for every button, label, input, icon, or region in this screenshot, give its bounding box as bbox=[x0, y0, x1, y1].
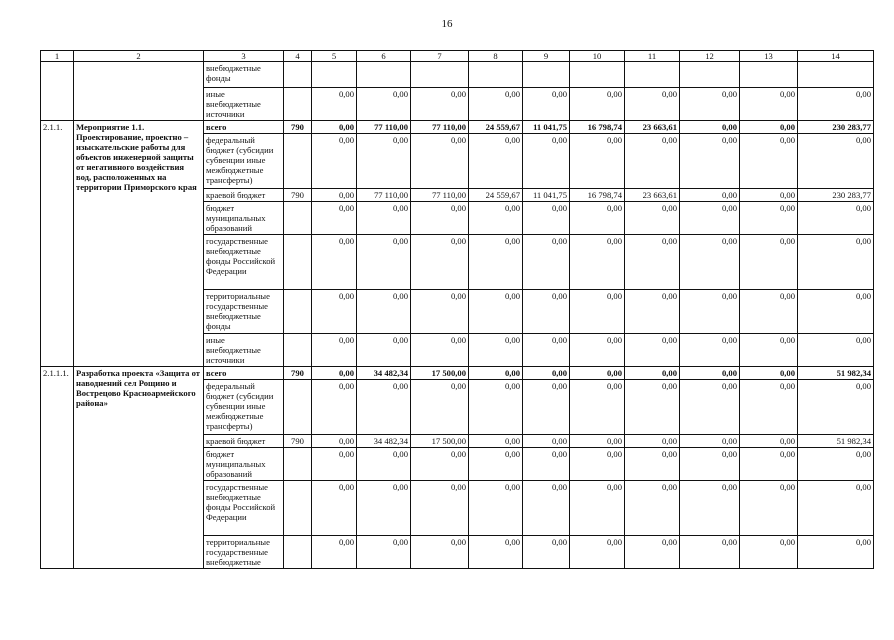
source-cell: краевой бюджет bbox=[204, 189, 284, 202]
header-row bbox=[41, 51, 874, 62]
value-cell: 0,00 bbox=[357, 448, 411, 481]
column-header: 2 bbox=[74, 51, 204, 62]
value-cell: 0,00 bbox=[357, 88, 411, 121]
value-cell: 0,00 bbox=[740, 88, 798, 121]
name-cell bbox=[74, 62, 204, 121]
value-cell: 0,00 bbox=[625, 448, 680, 481]
column-header: 3 bbox=[204, 51, 284, 62]
value-cell: 0,00 bbox=[570, 536, 625, 569]
column-header: 12 bbox=[680, 51, 740, 62]
value-cell: 0,00 bbox=[312, 481, 357, 536]
source-cell: всего bbox=[204, 367, 284, 380]
column-header: 9 bbox=[523, 51, 570, 62]
value-cell: 51 982,34 bbox=[798, 435, 874, 448]
value-cell: 0,00 bbox=[312, 202, 357, 235]
value-cell: 0,00 bbox=[469, 88, 523, 121]
source-cell: иные внебюджетные источники bbox=[204, 334, 284, 367]
value-cell bbox=[680, 62, 740, 88]
value-cell: 24 559,67 bbox=[469, 121, 523, 134]
source-cell: государственные внебюджетные фонды Российской Федерации bbox=[204, 235, 284, 290]
column-header: 10 bbox=[570, 51, 625, 62]
value-cell: 0,00 bbox=[680, 134, 740, 189]
value-cell: 0,00 bbox=[357, 536, 411, 569]
value-cell: 0,00 bbox=[469, 134, 523, 189]
value-cell: 0,00 bbox=[570, 448, 625, 481]
source-cell: бюджет муниципальных образований bbox=[204, 202, 284, 235]
value-cell: 0,00 bbox=[357, 235, 411, 290]
value-cell: 0,00 bbox=[680, 481, 740, 536]
value-cell bbox=[357, 62, 411, 88]
value-cell: 11 041,75 bbox=[523, 189, 570, 202]
source-cell: территориальные государственные внебюджетные фонды bbox=[204, 290, 284, 334]
column-header: 14 bbox=[798, 51, 874, 62]
value-cell: 0,00 bbox=[625, 367, 680, 380]
value-cell: 0,00 bbox=[680, 189, 740, 202]
value-cell: 0,00 bbox=[523, 334, 570, 367]
value-cell: 230 283,77 bbox=[798, 189, 874, 202]
value-cell: 0,00 bbox=[523, 134, 570, 189]
value-cell: 0,00 bbox=[570, 134, 625, 189]
value-cell: 0,00 bbox=[357, 202, 411, 235]
code-cell bbox=[284, 134, 312, 189]
value-cell: 0,00 bbox=[312, 334, 357, 367]
value-cell: 0,00 bbox=[411, 290, 469, 334]
value-cell: 0,00 bbox=[625, 435, 680, 448]
value-cell: 0,00 bbox=[469, 448, 523, 481]
value-cell: 77 110,00 bbox=[357, 189, 411, 202]
value-cell: 0,00 bbox=[312, 380, 357, 435]
value-cell: 11 041,75 bbox=[523, 121, 570, 134]
value-cell: 0,00 bbox=[411, 380, 469, 435]
value-cell: 0,00 bbox=[570, 380, 625, 435]
value-cell: 0,00 bbox=[570, 334, 625, 367]
value-cell: 0,00 bbox=[570, 88, 625, 121]
value-cell: 0,00 bbox=[312, 121, 357, 134]
value-cell: 0,00 bbox=[570, 481, 625, 536]
value-cell: 0,00 bbox=[680, 121, 740, 134]
value-cell: 0,00 bbox=[798, 290, 874, 334]
value-cell: 77 110,00 bbox=[411, 189, 469, 202]
value-cell: 0,00 bbox=[312, 290, 357, 334]
value-cell: 0,00 bbox=[740, 202, 798, 235]
source-cell: внебюджетные фонды bbox=[204, 62, 284, 88]
source-cell: федеральный бюджет (субсидии субвенции иные межбюджетные трансферты) bbox=[204, 380, 284, 435]
column-header: 4 bbox=[284, 51, 312, 62]
value-cell: 0,00 bbox=[625, 88, 680, 121]
value-cell: 0,00 bbox=[740, 121, 798, 134]
value-cell: 0,00 bbox=[798, 481, 874, 536]
value-cell: 0,00 bbox=[469, 536, 523, 569]
value-cell: 77 110,00 bbox=[357, 121, 411, 134]
value-cell: 17 500,00 bbox=[411, 367, 469, 380]
value-cell: 0,00 bbox=[523, 235, 570, 290]
value-cell: 0,00 bbox=[411, 448, 469, 481]
value-cell: 0,00 bbox=[740, 536, 798, 569]
value-cell: 0,00 bbox=[680, 536, 740, 569]
value-cell: 0,00 bbox=[680, 290, 740, 334]
value-cell: 0,00 bbox=[625, 290, 680, 334]
value-cell: 0,00 bbox=[740, 367, 798, 380]
value-cell: 0,00 bbox=[680, 202, 740, 235]
value-cell bbox=[740, 62, 798, 88]
column-header: 7 bbox=[411, 51, 469, 62]
item-number-cell: 2.1.1.1. bbox=[41, 367, 74, 569]
value-cell: 23 663,61 bbox=[625, 189, 680, 202]
value-cell: 0,00 bbox=[570, 290, 625, 334]
value-cell: 0,00 bbox=[523, 88, 570, 121]
value-cell: 0,00 bbox=[469, 481, 523, 536]
value-cell: 0,00 bbox=[798, 134, 874, 189]
value-cell: 0,00 bbox=[411, 202, 469, 235]
value-cell: 0,00 bbox=[798, 380, 874, 435]
value-cell: 0,00 bbox=[357, 334, 411, 367]
value-cell: 0,00 bbox=[680, 380, 740, 435]
code-cell: 790 bbox=[284, 189, 312, 202]
column-header: 11 bbox=[625, 51, 680, 62]
value-cell: 0,00 bbox=[411, 334, 469, 367]
value-cell: 0,00 bbox=[523, 380, 570, 435]
value-cell: 0,00 bbox=[523, 481, 570, 536]
value-cell: 0,00 bbox=[411, 235, 469, 290]
value-cell: 0,00 bbox=[411, 88, 469, 121]
value-cell: 0,00 bbox=[570, 367, 625, 380]
value-cell: 0,00 bbox=[469, 435, 523, 448]
value-cell: 0,00 bbox=[570, 202, 625, 235]
item-name-cell: Мероприятие 1.1. Проектирование, проектно – изыскательские работы для объектов инженерной защиты от негативного воздействия вод, расположенных на территории Приморского края bbox=[74, 121, 204, 367]
value-cell: 16 798,74 bbox=[570, 189, 625, 202]
value-cell: 0,00 bbox=[798, 536, 874, 569]
table-row bbox=[41, 367, 874, 380]
value-cell: 0,00 bbox=[312, 435, 357, 448]
value-cell: 0,00 bbox=[357, 290, 411, 334]
value-cell bbox=[570, 62, 625, 88]
value-cell: 0,00 bbox=[570, 235, 625, 290]
value-cell: 0,00 bbox=[680, 88, 740, 121]
value-cell: 0,00 bbox=[798, 448, 874, 481]
value-cell: 0,00 bbox=[411, 134, 469, 189]
value-cell: 0,00 bbox=[740, 235, 798, 290]
code-cell: 790 bbox=[284, 121, 312, 134]
value-cell bbox=[798, 62, 874, 88]
column-header: 8 bbox=[469, 51, 523, 62]
value-cell bbox=[411, 62, 469, 88]
value-cell: 0,00 bbox=[570, 435, 625, 448]
value-cell: 0,00 bbox=[740, 290, 798, 334]
budget-table bbox=[40, 50, 874, 569]
value-cell: 0,00 bbox=[680, 448, 740, 481]
code-cell: 790 bbox=[284, 367, 312, 380]
value-cell: 0,00 bbox=[312, 88, 357, 121]
value-cell: 0,00 bbox=[523, 435, 570, 448]
value-cell: 0,00 bbox=[469, 202, 523, 235]
value-cell: 0,00 bbox=[680, 435, 740, 448]
column-header: 6 bbox=[357, 51, 411, 62]
value-cell bbox=[312, 62, 357, 88]
value-cell: 0,00 bbox=[469, 290, 523, 334]
value-cell: 0,00 bbox=[312, 134, 357, 189]
value-cell: 0,00 bbox=[357, 380, 411, 435]
value-cell: 0,00 bbox=[312, 367, 357, 380]
value-cell: 0,00 bbox=[523, 290, 570, 334]
number-cell bbox=[41, 62, 74, 121]
column-header: 1 bbox=[41, 51, 74, 62]
value-cell: 0,00 bbox=[625, 380, 680, 435]
value-cell bbox=[469, 62, 523, 88]
value-cell: 0,00 bbox=[625, 536, 680, 569]
value-cell: 0,00 bbox=[469, 380, 523, 435]
value-cell: 0,00 bbox=[357, 481, 411, 536]
page-number: 16 bbox=[441, 18, 453, 30]
value-cell: 0,00 bbox=[625, 334, 680, 367]
value-cell: 0,00 bbox=[798, 202, 874, 235]
value-cell: 77 110,00 bbox=[411, 121, 469, 134]
value-cell: 34 482,34 bbox=[357, 367, 411, 380]
code-cell bbox=[284, 334, 312, 367]
value-cell: 0,00 bbox=[523, 536, 570, 569]
value-cell: 0,00 bbox=[411, 536, 469, 569]
value-cell: 16 798,74 bbox=[570, 121, 625, 134]
value-cell: 0,00 bbox=[312, 235, 357, 290]
value-cell: 0,00 bbox=[523, 448, 570, 481]
source-cell: государственные внебюджетные фонды Российской Федерации bbox=[204, 481, 284, 536]
value-cell: 0,00 bbox=[312, 536, 357, 569]
value-cell: 0,00 bbox=[469, 235, 523, 290]
value-cell: 0,00 bbox=[740, 334, 798, 367]
value-cell: 0,00 bbox=[680, 334, 740, 367]
value-cell: 0,00 bbox=[312, 448, 357, 481]
value-cell: 0,00 bbox=[469, 334, 523, 367]
column-header: 13 bbox=[740, 51, 798, 62]
source-cell: федеральный бюджет (субсидии субвенции иные межбюджетные трансферты) bbox=[204, 134, 284, 189]
value-cell: 0,00 bbox=[680, 367, 740, 380]
code-cell bbox=[284, 536, 312, 569]
value-cell: 0,00 bbox=[798, 88, 874, 121]
source-cell: иные внебюджетные источники bbox=[204, 88, 284, 121]
source-cell: всего bbox=[204, 121, 284, 134]
table-row bbox=[41, 62, 874, 88]
code-cell bbox=[284, 290, 312, 334]
value-cell: 0,00 bbox=[740, 435, 798, 448]
value-cell: 0,00 bbox=[798, 334, 874, 367]
value-cell: 0,00 bbox=[357, 134, 411, 189]
code-cell bbox=[284, 88, 312, 121]
code-cell bbox=[284, 481, 312, 536]
code-cell bbox=[284, 202, 312, 235]
table-row bbox=[41, 121, 874, 134]
code-cell: 790 bbox=[284, 435, 312, 448]
table-body bbox=[41, 62, 874, 569]
code-cell bbox=[284, 62, 312, 88]
value-cell: 0,00 bbox=[680, 235, 740, 290]
source-cell: территориальные государственные внебюджетные bbox=[204, 536, 284, 569]
item-number-cell: 2.1.1. bbox=[41, 121, 74, 367]
value-cell: 0,00 bbox=[312, 189, 357, 202]
value-cell: 0,00 bbox=[625, 481, 680, 536]
value-cell: 34 482,34 bbox=[357, 435, 411, 448]
code-cell bbox=[284, 448, 312, 481]
value-cell: 0,00 bbox=[469, 367, 523, 380]
value-cell: 0,00 bbox=[740, 448, 798, 481]
value-cell bbox=[523, 62, 570, 88]
value-cell: 0,00 bbox=[740, 189, 798, 202]
value-cell: 0,00 bbox=[740, 134, 798, 189]
value-cell: 0,00 bbox=[798, 235, 874, 290]
value-cell: 0,00 bbox=[625, 235, 680, 290]
value-cell: 0,00 bbox=[411, 481, 469, 536]
code-cell bbox=[284, 235, 312, 290]
value-cell: 0,00 bbox=[740, 380, 798, 435]
source-cell: бюджет муниципальных образований bbox=[204, 448, 284, 481]
code-cell bbox=[284, 380, 312, 435]
value-cell: 230 283,77 bbox=[798, 121, 874, 134]
value-cell: 0,00 bbox=[625, 134, 680, 189]
value-cell: 23 663,61 bbox=[625, 121, 680, 134]
item-name-cell: Разработка проекта «Защита от наводнений сел Рощино и Вострецово Красноармейского района» bbox=[74, 367, 204, 569]
source-cell: краевой бюджет bbox=[204, 435, 284, 448]
value-cell: 17 500,00 bbox=[411, 435, 469, 448]
value-cell: 24 559,67 bbox=[469, 189, 523, 202]
value-cell: 0,00 bbox=[625, 202, 680, 235]
column-header: 5 bbox=[312, 51, 357, 62]
value-cell: 0,00 bbox=[523, 202, 570, 235]
value-cell: 0,00 bbox=[740, 481, 798, 536]
value-cell bbox=[625, 62, 680, 88]
value-cell: 51 982,34 bbox=[798, 367, 874, 380]
value-cell: 0,00 bbox=[523, 367, 570, 380]
